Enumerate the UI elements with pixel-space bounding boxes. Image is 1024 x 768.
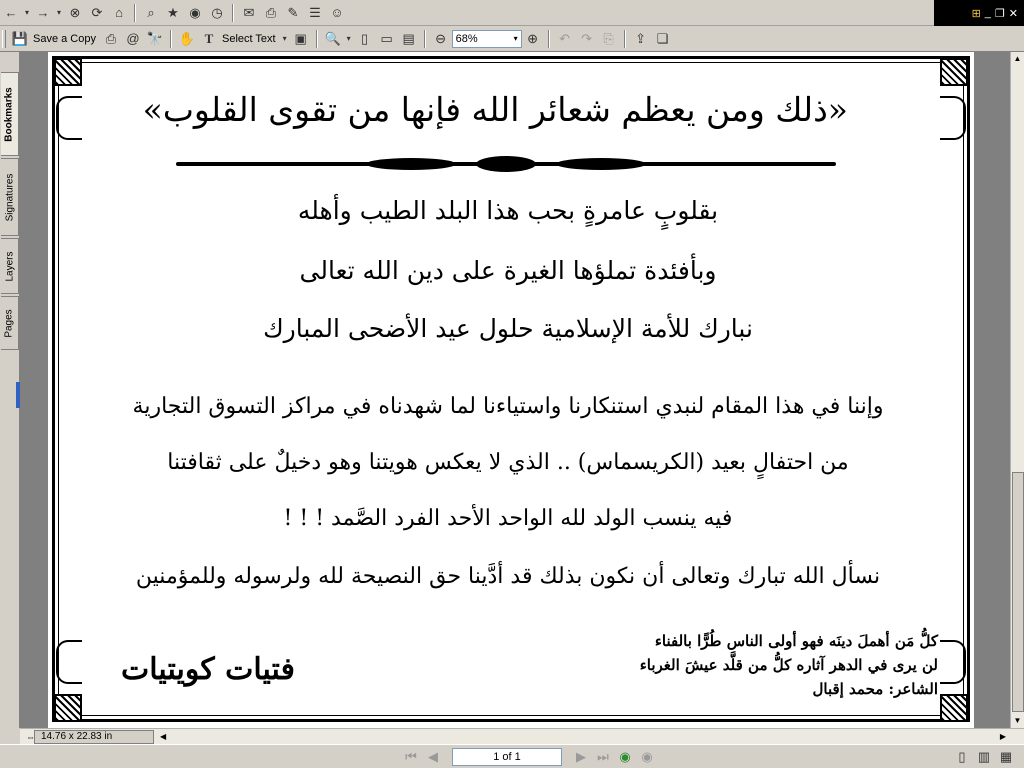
minimize-icon[interactable]: _ <box>984 7 991 19</box>
separator <box>548 30 550 48</box>
page-size-display: 14.76 x 22.83 in <box>34 730 154 744</box>
statement-line: فيه ينسب الولد لله الواحد الأحد الفرد الصَّمد ! ! ! <box>283 506 733 531</box>
actual-size-icon[interactable]: ▯ <box>361 30 369 46</box>
window-controls <box>934 0 1024 26</box>
back-dropdown-icon[interactable]: ▾ <box>24 8 29 17</box>
previous-page-icon[interactable]: ◀ <box>428 748 438 764</box>
corner-ornament <box>54 58 82 86</box>
greeting-line: بقلوبٍ عامرةٍ بحب هذا البلد الطيب وأهله <box>297 196 719 225</box>
divider-ornament-right <box>556 158 646 170</box>
scroll-up-icon[interactable]: ▲ <box>1013 54 1022 63</box>
corner-ornament <box>940 58 968 86</box>
export-icon[interactable]: ⇪ <box>635 30 647 46</box>
browser-toolbar <box>0 0 1024 26</box>
separator <box>170 30 172 48</box>
corner-ornament <box>54 694 82 722</box>
history-icon[interactable]: ◷ <box>211 4 223 20</box>
copy-icon[interactable]: ⎘ <box>603 30 614 46</box>
corner-scroll-ornament <box>56 640 82 684</box>
document-viewport[interactable] <box>20 52 1010 728</box>
toolbar-grip[interactable] <box>2 30 6 48</box>
poem-line: كلُّ مَن أهملَ دينَه فهو أولى الناس طُرًّا بالفناء <box>654 632 938 650</box>
print-icon[interactable]: ⎙ <box>105 30 117 46</box>
separator <box>316 30 318 48</box>
zoom-dropdown-icon[interactable]: ▾ <box>346 34 351 43</box>
rotate-right-icon[interactable]: ↷ <box>581 30 593 46</box>
separator <box>424 30 426 48</box>
email-icon[interactable]: @ <box>126 31 140 46</box>
zoom-in-icon[interactable]: ⊕ <box>527 30 539 46</box>
corner-scroll-ornament <box>56 96 82 140</box>
messenger-icon[interactable]: ☺ <box>330 5 344 20</box>
last-page-icon[interactable]: ⏭ <box>597 748 609 764</box>
separator <box>624 30 626 48</box>
discuss-icon[interactable]: ☰ <box>309 4 321 20</box>
edit-icon[interactable]: ✎ <box>287 4 299 20</box>
favorites-icon[interactable]: ★ <box>167 4 179 20</box>
tab-pages[interactable]: Pages <box>1 296 19 350</box>
scroll-down-icon[interactable]: ▼ <box>1013 716 1022 725</box>
fit-page-icon[interactable]: ▭ <box>380 30 393 46</box>
separator <box>232 4 234 22</box>
statement-line: وإننا في هذا المقام لنبدي استنكارنا واستياءنا لما شهدناه في مراكز التسوق التجارية <box>132 394 884 419</box>
zoom-in-tool-icon[interactable]: 🔍 <box>324 30 341 46</box>
close-icon[interactable]: ✕ <box>1008 7 1018 20</box>
corner-ornament <box>940 694 968 722</box>
single-page-layout-icon[interactable]: ▯ <box>958 748 966 764</box>
restore-icon[interactable]: ❐ <box>994 7 1005 20</box>
separator <box>134 4 136 22</box>
rotate-left-icon[interactable]: ↶ <box>559 30 571 46</box>
scroll-right-icon[interactable]: ▶ <box>999 732 1006 741</box>
scroll-left-icon[interactable]: ◀ <box>160 732 167 741</box>
signature: فتيات كويتيات <box>121 652 295 687</box>
zoom-input[interactable] <box>452 30 522 48</box>
ebook-icon[interactable]: ❏ <box>656 30 669 46</box>
page-navigation-bar <box>0 744 1024 768</box>
search-icon[interactable]: ⌕ <box>147 4 155 20</box>
find-icon[interactable]: 🔭 <box>146 30 164 46</box>
acrobat-toolbar <box>0 26 1024 52</box>
save-copy-button[interactable]: Save a Copy <box>33 32 96 45</box>
snapshot-icon[interactable]: ▣ <box>294 30 307 46</box>
stop-icon[interactable]: ⊗ <box>69 4 81 20</box>
forward-icon[interactable]: → <box>36 5 50 20</box>
greeting-line: نبارك للأمة الإسلامية حلول عيد الأضحى المبارك <box>263 314 753 343</box>
back-icon[interactable]: ← <box>4 5 18 20</box>
next-page-icon[interactable]: ▶ <box>576 748 586 764</box>
statement-line: نسأل الله تبارك وتعالى أن نكون بذلك قد أدَّينا حق النصيحة لله ولرسوله وللمؤمنين <box>135 564 881 589</box>
zoom-out-icon[interactable]: ⊖ <box>435 30 447 46</box>
home-icon[interactable]: ⌂ <box>115 5 123 20</box>
horizontal-track[interactable] <box>166 730 1000 744</box>
statement-line: من احتفالٍ بعيد (الكريسماس) .. الذي لا يعكس هويتنا وهو دخيلٌ على ثقافتنا <box>167 450 849 475</box>
page-number-field[interactable]: 1 of 1 <box>452 748 562 766</box>
poem-line: لن يرى في الدهر آثاره كلُّ من قلَّد عيشَ الغرباء <box>639 656 938 674</box>
greeting-line: وبأفئدة تملؤها الغيرة على دين الله تعالى <box>299 256 717 285</box>
zoom-value: 68% <box>455 32 478 45</box>
tab-layers[interactable]: Layers <box>1 238 19 294</box>
tab-signatures[interactable]: Signatures <box>1 158 19 236</box>
horizontal-scrollbar[interactable] <box>20 728 1024 744</box>
select-text-icon[interactable]: T <box>204 30 214 46</box>
hand-tool-icon[interactable]: ✋ <box>178 30 196 46</box>
refresh-icon[interactable]: ⟳ <box>91 4 103 20</box>
split-handle-icon[interactable]: ⇔ <box>26 731 35 742</box>
forward-dropdown-icon[interactable]: ▾ <box>56 8 61 17</box>
divider-ornament-left <box>366 158 456 170</box>
facing-layout-icon[interactable]: ▦ <box>999 748 1013 764</box>
corner-scroll-ornament <box>940 96 966 140</box>
poet-name: الشاعر: محمد إقبال <box>812 680 938 698</box>
save-icon[interactable]: 💾 <box>11 30 29 46</box>
select-dropdown-icon[interactable]: ▾ <box>282 34 287 43</box>
navigation-pane-tabs <box>0 52 20 728</box>
print-icon[interactable]: ⎙ <box>265 4 277 20</box>
first-page-icon[interactable]: ⏮ <box>405 748 417 764</box>
go-forward-view-icon[interactable]: ◉ <box>641 748 653 764</box>
fit-width-icon[interactable]: ▤ <box>402 30 415 46</box>
go-back-view-icon[interactable]: ◉ <box>619 748 631 764</box>
heading-verse: «ذلك ومن يعظم شعائر الله فإنها من تقوى القلوب» <box>142 90 848 129</box>
pdf-page <box>48 52 974 728</box>
divider-ornament-center <box>476 156 536 172</box>
windows-logo-icon: ⊞ <box>971 7 981 20</box>
mail-icon[interactable]: ✉ <box>243 4 255 20</box>
media-icon[interactable]: ◉ <box>189 4 201 20</box>
scroll-thumb[interactable] <box>1012 472 1024 712</box>
select-text-button[interactable]: Select Text <box>221 32 276 45</box>
vertical-scrollbar[interactable] <box>1010 52 1024 728</box>
corner-scroll-ornament <box>940 640 966 684</box>
zoom-chevron-down-icon[interactable]: ▾ <box>513 34 518 43</box>
continuous-layout-icon[interactable]: ▥ <box>977 748 991 764</box>
tab-bookmarks[interactable]: Bookmarks <box>1 72 19 156</box>
